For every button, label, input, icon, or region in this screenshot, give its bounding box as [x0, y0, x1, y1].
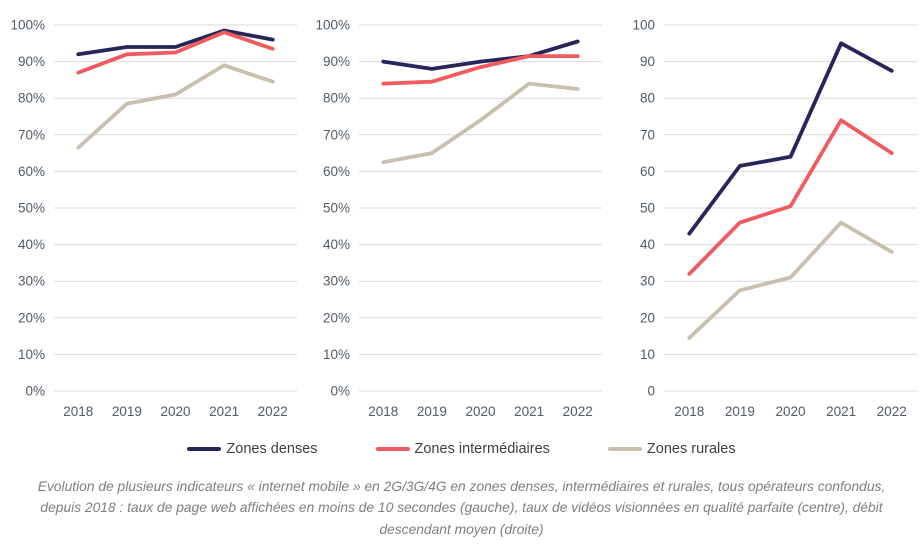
x-tick-label: 2018 [674, 404, 705, 419]
series-line-intermediaires [689, 120, 891, 274]
y-tick-label: 60% [322, 163, 350, 179]
x-tick-label: 2018 [368, 404, 399, 419]
x-tick-label: 2021 [826, 404, 857, 419]
y-tick-label: 10% [322, 346, 350, 362]
x-tick-label: 2020 [775, 404, 806, 419]
x-tick-label: 2019 [416, 404, 447, 419]
legend-item-rurales [608, 441, 736, 457]
y-tick-label: 70 [639, 127, 655, 143]
y-tick-label: 10 [639, 346, 655, 362]
x-tick-label: 2022 [257, 404, 288, 419]
legend-item-denses [187, 441, 317, 457]
y-tick-label: 50% [17, 200, 45, 216]
chart-right [610, 0, 923, 432]
line-chart-svg [0, 0, 303, 432]
chart-left [0, 0, 303, 432]
y-tick-label: 0% [330, 383, 350, 399]
y-tick-label: 100% [10, 17, 45, 33]
line-chart-svg [610, 0, 923, 432]
line-chart-svg [305, 0, 608, 432]
series-line-intermediaires [78, 32, 272, 72]
series-line-rurales [689, 223, 891, 338]
legend-swatch-denses [187, 447, 221, 451]
y-tick-label: 40% [322, 237, 350, 253]
y-tick-label: 20 [639, 310, 655, 326]
legend-label-intermediaires: Zones intermédiaires [414, 441, 550, 457]
x-tick-label: 2019 [724, 404, 755, 419]
x-tick-label: 2018 [63, 404, 94, 419]
x-tick-label: 2020 [465, 404, 496, 419]
y-tick-label: 100 [632, 17, 655, 33]
y-tick-label: 0 [647, 383, 655, 399]
y-tick-label: 90 [639, 54, 655, 70]
chart-center [305, 0, 608, 432]
y-tick-label: 80% [322, 90, 350, 106]
y-tick-label: 40% [17, 237, 45, 253]
series-line-rurales [383, 84, 577, 163]
y-tick-label: 50% [322, 200, 350, 216]
y-tick-label: 10% [17, 346, 45, 362]
y-tick-label: 80% [17, 90, 45, 106]
legend-label-rurales: Zones rurales [646, 441, 736, 457]
y-tick-label: 0% [25, 383, 45, 399]
figure-caption: Evolution de plusieurs indicateurs « internet mobile » en 2G/3G/4G en zones denses, intermédiaires et rurales, tous opérateurs confondus, depuis 2018 : taux de page web affichées en moins de 10 secondes (gauche), taux de vidéos visionnées en qualité parfaite (centre), débit descendant moyen (droite) [37, 479, 886, 537]
legend [0, 432, 923, 466]
x-tick-label: 2022 [562, 404, 593, 419]
y-tick-label: 60% [17, 163, 45, 179]
legend-swatch-intermediaires [376, 447, 410, 451]
x-tick-label: 2020 [160, 404, 191, 419]
x-tick-label: 2019 [111, 404, 142, 419]
x-tick-label: 2021 [514, 404, 545, 419]
y-tick-label: 20% [17, 310, 45, 326]
y-tick-label: 40 [639, 237, 655, 253]
y-tick-label: 30 [639, 273, 655, 289]
y-tick-label: 30% [322, 273, 350, 289]
y-tick-label: 30% [17, 273, 45, 289]
y-tick-label: 100% [315, 17, 350, 33]
x-tick-label: 2021 [209, 404, 240, 419]
x-tick-label: 2022 [876, 404, 907, 419]
y-tick-label: 70% [17, 127, 45, 143]
y-tick-label: 60 [639, 163, 655, 179]
y-tick-label: 90% [322, 54, 350, 70]
y-tick-label: 50 [639, 200, 655, 216]
y-tick-label: 80 [639, 90, 655, 106]
legend-label-denses: Zones denses [226, 441, 318, 457]
legend-swatch-rurales [608, 447, 642, 451]
y-tick-label: 90% [17, 54, 45, 70]
y-tick-label: 20% [322, 310, 350, 326]
legend-item-intermediaires [376, 441, 550, 457]
y-tick-label: 70% [322, 127, 350, 143]
